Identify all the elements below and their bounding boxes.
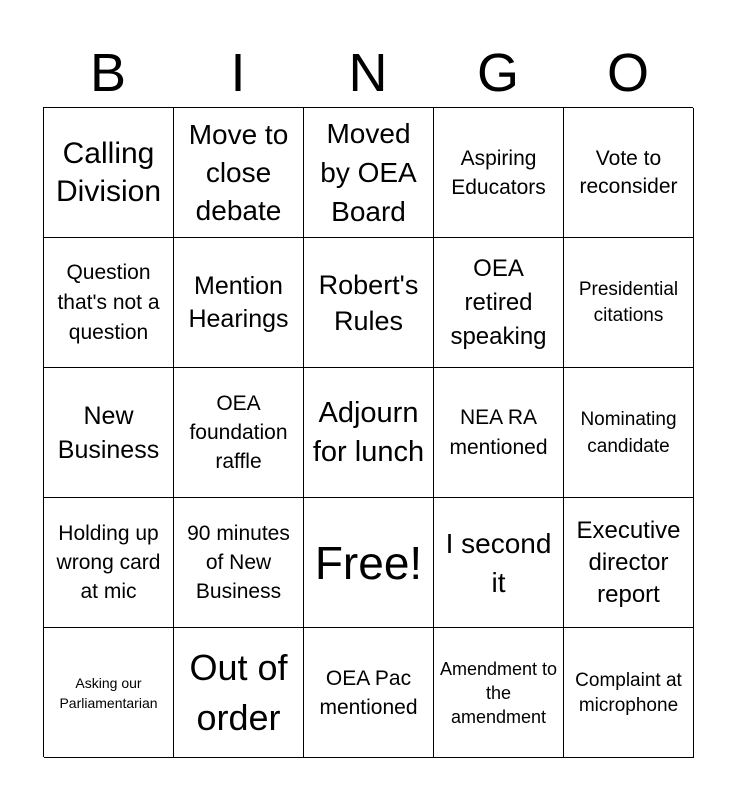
cell-text: Aspiring Educators [451,146,546,199]
header-letter-b: B [89,43,127,103]
cell-text: Question that's not a question [57,260,160,344]
cell-text: 90 minutes of New Business [187,522,290,603]
bingo-cell[interactable] [174,368,304,498]
bingo-grid [43,107,693,757]
header-letter-n: N [348,43,388,103]
bingo-cell[interactable] [564,238,694,368]
bingo-cell[interactable] [434,238,564,368]
bingo-cell[interactable] [44,498,174,628]
cell-text: OEA retired speaking [450,254,547,350]
cell-text: Presidential citations [578,278,679,326]
cell-text: Nominating candidate [580,408,677,457]
bingo-cell[interactable] [434,368,564,498]
header-letter-o: O [606,43,649,103]
cell-text: Vote to reconsider [579,146,678,198]
bingo-cell[interactable] [564,498,694,628]
cell-text: Moved by OEA Board [320,118,417,227]
bingo-cell[interactable] [564,628,694,758]
cell-text: Out of order [189,646,288,738]
bingo-cell[interactable] [304,108,434,238]
cell-text: Asking our Parliamentarian [59,674,158,711]
bingo-cell[interactable] [434,108,564,238]
cell-text: Complaint at microphone [575,669,682,716]
cell-text: Robert's Rules [318,269,419,336]
bingo-cell[interactable] [304,368,434,498]
bingo-cell[interactable] [44,108,174,238]
bingo-cell[interactable] [304,628,434,758]
header-letter-g: G [476,43,519,103]
bingo-cell[interactable] [304,238,434,368]
cell-text: OEA foundation raffle [189,392,288,473]
cell-text: NEA RA mentioned [449,405,548,459]
bingo-cell[interactable] [44,368,174,498]
cell-text: I second it [445,527,552,598]
bingo-header [43,40,693,106]
bingo-cell[interactable] [564,108,694,238]
cell-text: New Business [57,401,160,464]
cell-text: Amendment to the amendment [439,658,558,727]
bingo-cell[interactable] [564,368,694,498]
bingo-cell[interactable] [174,498,304,628]
header-letter-i: I [230,43,246,103]
bingo-cell[interactable] [44,238,174,368]
free-space[interactable] [304,498,434,628]
free-space-text: Free! [314,536,423,589]
bingo-cell[interactable] [174,108,304,238]
bingo-cell[interactable] [434,498,564,628]
cell-text: Mention Hearings [188,271,289,333]
bingo-cell[interactable] [174,628,304,758]
bingo-cell[interactable] [44,628,174,758]
cell-text: Calling Division [55,136,162,208]
cell-text: OEA Pac mentioned [319,666,418,719]
cell-text: Adjourn for lunch [312,396,425,468]
cell-text: Executive director report [576,516,681,608]
cell-text: Move to close debate [188,118,289,226]
bingo-cell[interactable] [434,628,564,758]
bingo-cell[interactable] [174,238,304,368]
cell-text: Holding up wrong card at mic [56,522,161,603]
